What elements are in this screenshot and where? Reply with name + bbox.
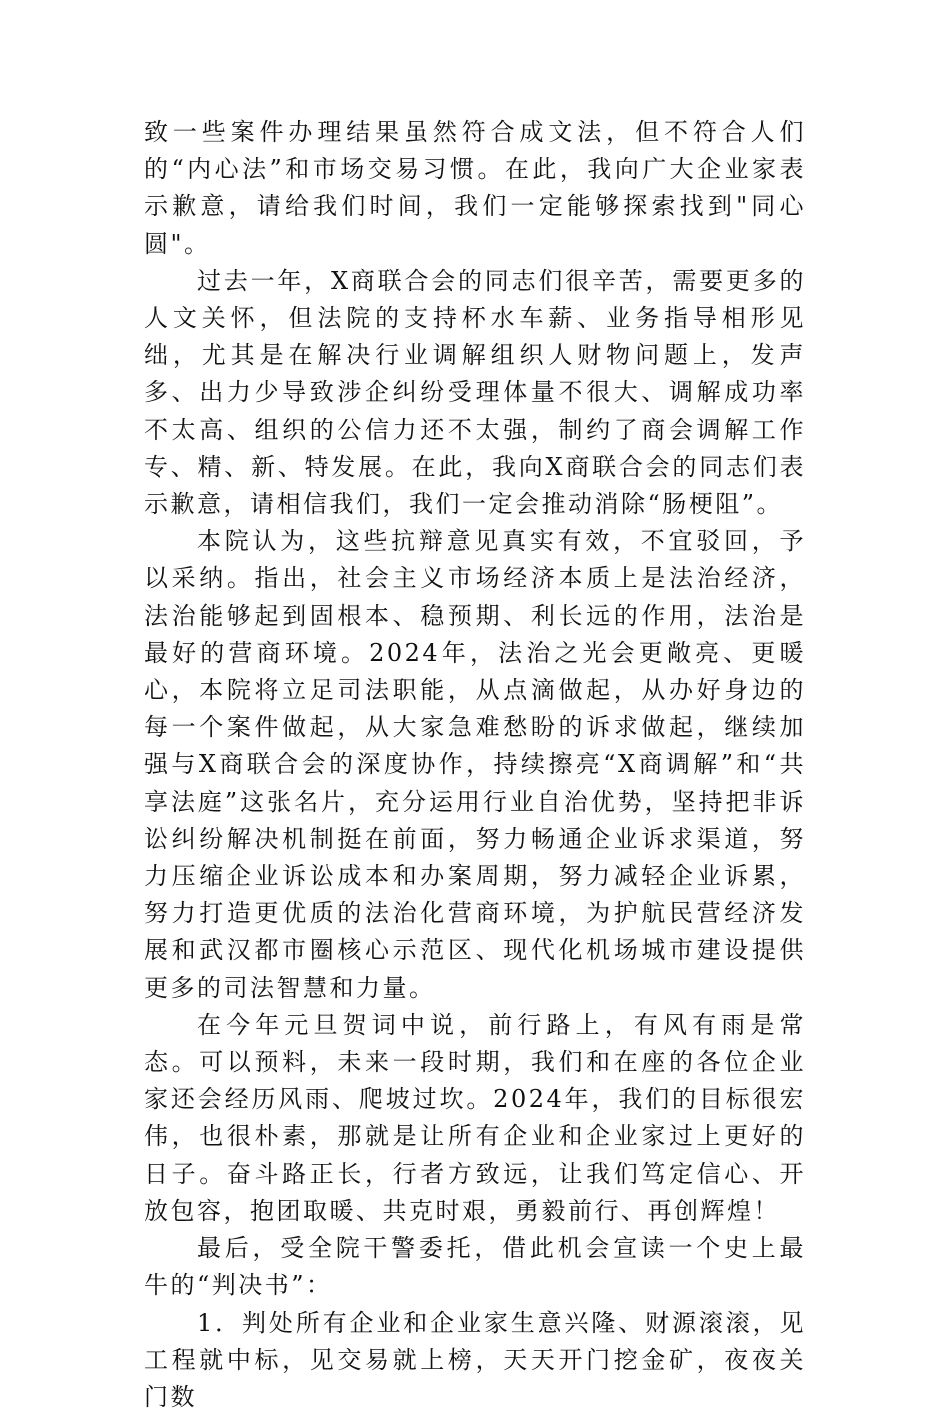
- paragraph-new-year-message: 在今年元旦贺词中说，前行路上，有风有雨是常态。可以预料，未来一段时期，我们和在座的各位企业家还会经历风雨、爬坡过坎。2024年，我们的目标很宏伟，也很朴素，那就是让所有企业和企业家过上更好的日子。奋斗路正长，行者方致远，让我们笃定信心、开放包容，抱团取暖、共克时艰，勇毅前行、再创辉煌！: [144, 1007, 806, 1230]
- document-page: [144, 114, 806, 1416]
- paragraph-chamber-apology: 过去一年，X商联合会的同志们很辛苦，需要更多的人文关怀，但法院的支持杯水车薪、业务指导相形见绌，尤其是在解决行业调解组织人财物问题上，发声多、出力少导致涉企纠纷受理体量不很大、调解成功率不太高、组织的公信力还不太强，制约了商会调解工作专、精、新、特发展。在此，我向X商联合会的同志们表示歉意，请相信我们，我们一定会推动消除“肠梗阻”。: [144, 263, 806, 523]
- paragraph-verdict-item-1: 1．判处所有企业和企业家生意兴隆、财源滚滚，见工程就中标，见交易就上榜，天天开门挖金矿，夜夜关门数: [144, 1305, 806, 1416]
- paragraph-closing-intro: 最后，受全院干警委托，借此机会宣读一个史上最牛的“判决书”：: [144, 1230, 806, 1304]
- paragraph-apology-continued: 致一些案件办理结果虽然符合成文法，但不符合人们的“内心法”和市场交易习惯。在此，我向广大企业家表示歉意，请给我们时间，我们一定能够探索找到"同心圆"。: [144, 114, 806, 263]
- paragraph-court-opinion: 本院认为，这些抗辩意见真实有效，不宜驳回，予以采纳。指出，社会主义市场经济本质上是法治经济，法治能够起到固根本、稳预期、利长远的作用，法治是最好的营商环境。2024年，法治之光会更敞亮、更暖心，本院将立足司法职能，从点滴做起，从办好身边的每一个案件做起，从大家急难愁盼的诉求做起，继续加强与X商联合会的深度协作，持续擦亮“X商调解”和“共享法庭”这张名片，充分运用行业自治优势，坚持把非诉讼纠纷解决机制挺在前面，努力畅通企业诉求渠道，努力压缩企业诉讼成本和办案周期，努力减轻企业诉累，努力打造更优质的法治化营商环境，为护航民营经济发展和武汉都市圈核心示范区、现代化机场城市建设提供更多的司法智慧和力量。: [144, 523, 806, 1007]
